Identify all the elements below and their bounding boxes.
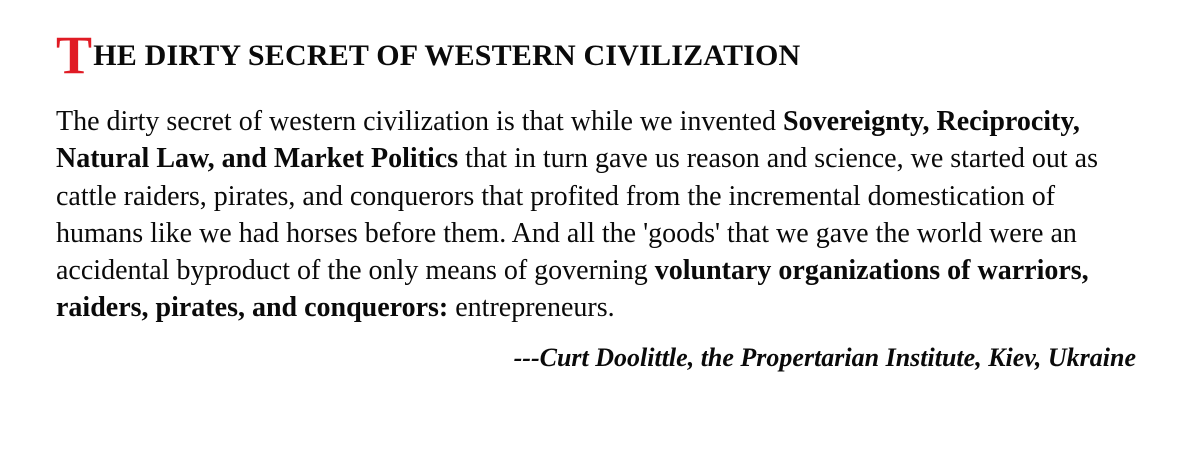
paragraph-bold-2: voluntary organizations of warriors, raiders, pirates, and conquerors: bbox=[56, 255, 1089, 324]
paragraph-segment-3: entrepreneurs. bbox=[448, 292, 615, 324]
paragraph-bold-1: Sovereignty, Reciprocity, Natural Law, and Market Politics bbox=[56, 106, 1080, 175]
paragraph-segment-1: The dirty secret of western civilization is that while we invented bbox=[56, 106, 783, 138]
paragraph-segment-2: that in turn gave us reason and science, we started out as cattle raiders, pirates, and conquerors that profited from the incremental domestication of humans like we had horses before them. And all the 'goods' that we gave the world were an accidental byproduct of the only means of governing bbox=[56, 143, 1098, 287]
body-paragraph bbox=[56, 103, 1136, 326]
title-dropcap: T bbox=[56, 25, 93, 85]
title-text: HE DIRTY SECRET OF WESTERN CIVILIZATION bbox=[93, 39, 801, 72]
attribution-line: ---Curt Doolittle, the Propertarian Institute, Kiev, Ukraine bbox=[513, 342, 1136, 372]
page-title bbox=[56, 25, 1136, 85]
